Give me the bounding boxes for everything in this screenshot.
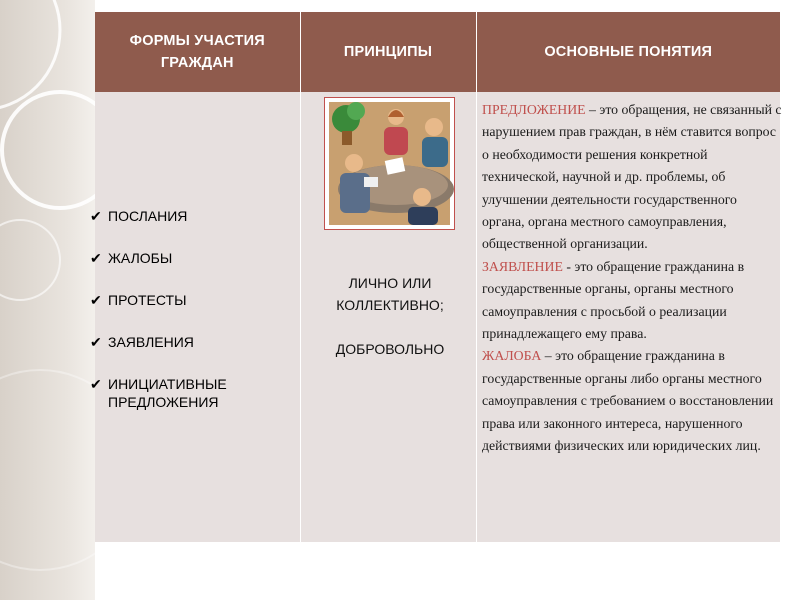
form-label: ПОСЛАНИЯ (108, 208, 188, 224)
principles-text (302, 272, 478, 360)
concept-term: ЖАЛОБА (482, 348, 542, 364)
list-item (90, 333, 300, 351)
check-icon: ✔ (90, 292, 102, 308)
principle-line1: ЛИЧНО ИЛИ (348, 275, 432, 291)
header-principles: ПРИНЦИПЫ (300, 12, 476, 92)
meeting-clipart-icon (324, 97, 455, 230)
form-label: ПРОТЕСТЫ (108, 292, 187, 308)
list-item (90, 375, 300, 411)
check-icon: ✔ (90, 250, 102, 266)
form-label: ИНИЦИАТИВНЫЕ ПРЕДЛОЖЕНИЯ (108, 376, 227, 410)
concept-term: ПРЕДЛОЖЕНИЕ (482, 102, 586, 117)
form-label: ЖАЛОБЫ (108, 250, 173, 266)
header-forms-line2: ГРАЖДАН (160, 55, 234, 71)
concept-definition: – это обращение гражданина в государственные органы либо органы местного самоуправления с требованием о восстановлении права или законного интереса, нарушенного действиями физических или юридических лиц. (482, 348, 774, 454)
concept-term: ЗАЯВЛЕНИЕ (482, 258, 563, 274)
principle-line2: КОЛЛЕКТИВНО; (336, 297, 444, 313)
list-item (90, 207, 300, 225)
concepts-text (482, 99, 782, 458)
concept-definition: - это обращение гражданина в государственные органы, органы местного самоуправления с просьбой о реализации принадлежащего ему права. (482, 258, 745, 342)
forms-list (90, 207, 300, 435)
header-forms-line1: ФОРМЫ УЧАСТИЯ (129, 33, 265, 49)
check-icon: ✔ (90, 208, 102, 224)
concept-definition: – это обращения, не связанный с нарушением прав граждан, в нём ставится вопрос о необходимости решения конкретной технической, научной и др. проблемы, об улучшении деятельности государственного органа, органа местного самоуправления, общественной организации. (482, 102, 782, 252)
check-icon: ✔ (90, 376, 102, 392)
list-item (90, 291, 300, 309)
header-row (95, 12, 780, 92)
list-item (90, 249, 300, 267)
header-forms (95, 12, 300, 92)
header-concepts: ОСНОВНЫЕ ПОНЯТИЯ (476, 12, 780, 92)
form-label: ЗАЯВЛЕНИЯ (108, 334, 194, 350)
principle-line3: ДОБРОВОЛЬНО (335, 341, 445, 357)
check-icon: ✔ (90, 334, 102, 350)
